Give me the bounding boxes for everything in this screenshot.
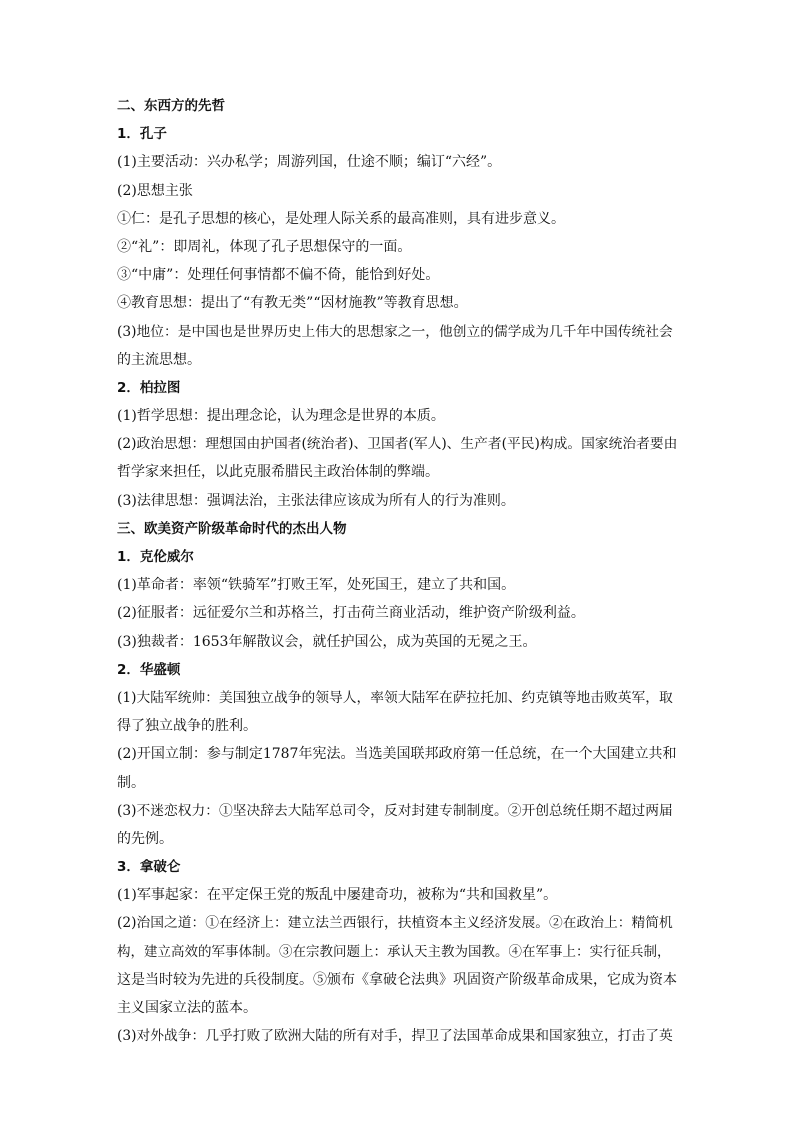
paragraph-line: (3)独裁者：1653年解散议会，就任护国公，成为英国的无冕之王。 bbox=[117, 633, 537, 650]
paragraph-line: (1)革命者：率领“铁骑军”打败王军，处死国王，建立了共和国。 bbox=[117, 577, 516, 594]
paragraph-line: 主义国家立法的蓝本。 bbox=[117, 1000, 257, 1016]
paragraph-line: (3)不迷恋权力：①坚决辞去大陆军总司令，反对封建专制制度。②开创总统任期不超过两届 bbox=[117, 802, 673, 819]
section-heading: 3．拿破仑 bbox=[117, 859, 181, 876]
section-heading: 2．柏拉图 bbox=[117, 379, 181, 396]
paragraph-line: 的先例。 bbox=[117, 830, 173, 847]
document-page bbox=[117, 92, 679, 1050]
paragraph-line: (3)对外战争：几乎打败了欧洲大陆的所有对手，捍卫了法国革命成果和国家独立，打击了英 bbox=[117, 1028, 673, 1045]
paragraph-line: 哲学家来担任，以此克服希腊民主政治体制的弊端。 bbox=[117, 464, 439, 481]
paragraph-line: (1)军事起家：在平定保王党的叛乱中屡建奇功，被称为“共和国救星”。 bbox=[117, 887, 558, 904]
paragraph-line: ②“礼”：即周礼，体现了孔子思想保守的一面。 bbox=[117, 238, 412, 255]
paragraph-line: ①仁：是孔子思想的核心，是处理人际关系的最高准则，具有进步意义。 bbox=[117, 210, 565, 227]
paragraph-line: (2)征服者：远征爱尔兰和苏格兰，打击荷兰商业活动，维护资产阶级利益。 bbox=[117, 605, 585, 622]
paragraph-line: (1)主要活动：兴办私学；周游列国，仕途不顺；编订“六经”。 bbox=[117, 154, 502, 171]
paragraph-line: ③“中庸”：处理任何事情都不偏不倚，能恰到好处。 bbox=[117, 267, 440, 284]
paragraph-line: 构，建立高效的军事体制。③在宗教问题上：承认天主教为国教。④在军事上：实行征兵制， bbox=[117, 943, 671, 960]
section-heading: 三、欧美资产阶级革命时代的杰出人物 bbox=[117, 520, 347, 537]
section-heading: 1．孔子 bbox=[117, 126, 167, 143]
paragraph-line: ④教育思想：提出了“有教无类”“因材施教”等教育思想。 bbox=[117, 295, 468, 312]
paragraph-line: 制。 bbox=[117, 774, 145, 791]
paragraph-line: (3)地位：是中国也是世界历史上伟大的思想家之一，他创立的儒学成为几千年中国传统社会 bbox=[117, 323, 673, 340]
paragraph-line: (2)思想主张 bbox=[117, 182, 193, 199]
paragraph-line: (2)治国之道：①在经济上：建立法兰西银行，扶植资本主义经济发展。②在政治上：精简机 bbox=[117, 915, 673, 932]
paragraph-line: (2)开国立制：参与制定1787年宪法。当选美国联邦政府第一任总统，在一个大国建立共和 bbox=[117, 746, 677, 763]
paragraph-line: 的主流思想。 bbox=[117, 351, 201, 368]
section-heading: 1．克伦威尔 bbox=[117, 549, 194, 565]
paragraph-line: 得了独立战争的胜利。 bbox=[117, 718, 257, 735]
paragraph-line: (1)哲学思想：提出理念论，认为理念是世界的本质。 bbox=[117, 408, 445, 425]
section-heading: 2．华盛顿 bbox=[117, 661, 181, 678]
section-heading: 二、东西方的先哲 bbox=[117, 98, 225, 114]
paragraph-line: (2)政治思想：理想国由护国者(统治者)、卫国者(军人)、生产者(平民)构成。国家统治者要由 bbox=[117, 436, 678, 453]
paragraph-line: 这是当时较为先进的兵役制度。⑤颁布《拿破仑法典》巩固资产阶级革命成果，它成为资本 bbox=[117, 971, 677, 988]
paragraph-line: (3)法律思想：强调法治，主张法律应该成为所有人的行为准则。 bbox=[117, 492, 515, 509]
paragraph-line: (1)大陆军统帅：美国独立战争的领导人，率领大陆军在萨拉托加、约克镇等地击败英军，取 bbox=[117, 689, 673, 706]
